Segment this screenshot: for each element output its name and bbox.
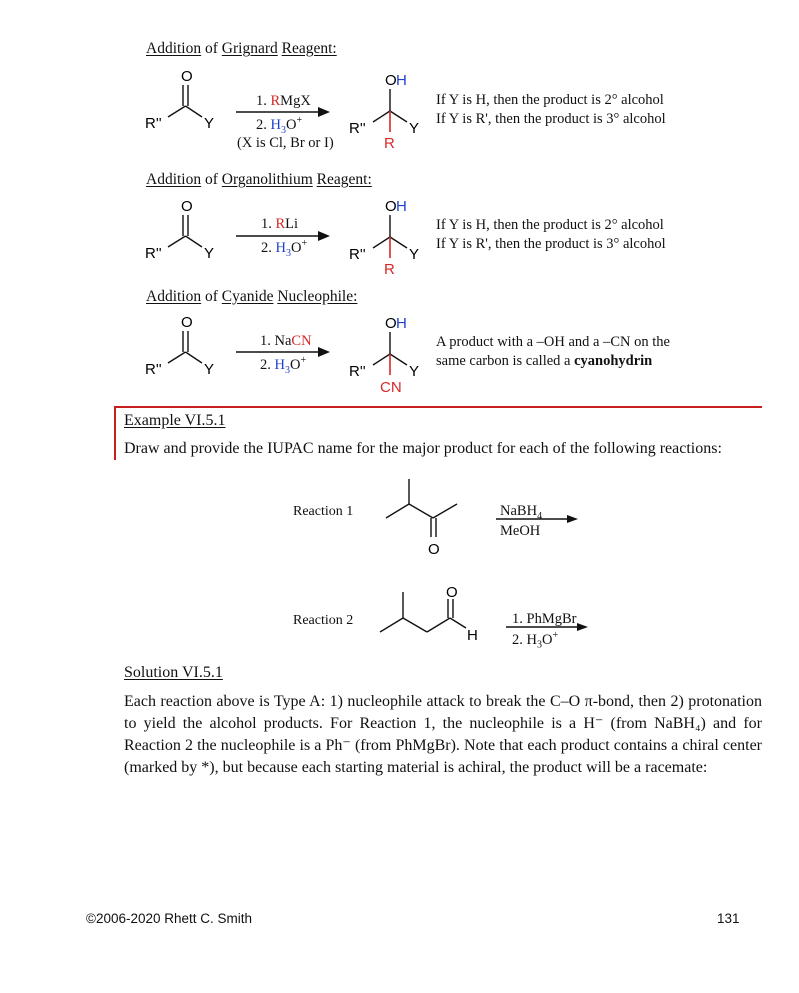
hydronium-sub: 3 <box>285 247 291 259</box>
product-r-label: R <box>384 135 395 152</box>
organolithium-reagent2 <box>261 238 307 259</box>
note-text: same carbon is called a <box>436 353 575 369</box>
hydronium-sub: 3 <box>280 124 286 136</box>
section-title-grignard <box>146 40 337 58</box>
grignard-reagent2 <box>256 115 302 136</box>
hydronium-charge: + <box>301 238 308 249</box>
cyanide-reagent1 <box>260 333 312 350</box>
organolithium-product <box>345 196 440 278</box>
y-label: Y <box>204 245 215 262</box>
title-word: of <box>201 40 222 57</box>
reaction2-aldehyde <box>370 582 490 644</box>
solution-title <box>124 664 223 682</box>
carbonyl-reactant <box>145 68 214 132</box>
oh-oxygen-label: O <box>385 72 397 89</box>
cyanohydrin-product <box>345 313 440 398</box>
reagent-sub: 3 <box>536 639 542 651</box>
title-word: Grignard <box>221 40 278 57</box>
title-word: Reagent: <box>316 171 372 188</box>
reagent-text: MgX <box>280 93 311 109</box>
hydronium <box>270 116 286 136</box>
y-label: Y <box>204 361 215 378</box>
reagent-highlight: R <box>270 93 281 109</box>
y-label: Y <box>204 115 215 132</box>
reagent-text: 1. <box>261 216 276 232</box>
oh-hydrogen-label: H <box>396 198 407 215</box>
carbonyl-oxygen-label: O <box>181 314 193 331</box>
oh-oxygen-label: O <box>385 198 397 215</box>
arrowhead <box>567 515 578 523</box>
example-title <box>124 412 225 430</box>
hydronium-h: H <box>274 356 285 373</box>
example-title-text: Example VI.5.1 <box>124 412 226 429</box>
reaction1-reagent-bottom: MeOH <box>500 523 541 539</box>
arrowhead <box>318 231 330 241</box>
carbonyl-reactant <box>145 314 214 378</box>
hydronium-h: H <box>270 116 281 133</box>
reagent-text: 2. H <box>512 631 537 648</box>
oh-hydrogen-label: H <box>396 315 407 332</box>
reagent-text: 2. <box>260 356 275 373</box>
aldehyde-hydrogen-label: H <box>467 627 478 644</box>
arrowhead <box>577 623 588 631</box>
grignard-notes <box>436 91 666 129</box>
r-double-prime-label: R'' <box>145 245 162 262</box>
reagent-text: 2. <box>256 116 271 133</box>
title-word: Organolithium <box>221 171 313 188</box>
title-word: Cyanide <box>221 288 274 305</box>
r-double-prime-label: R'' <box>349 363 366 380</box>
solution-title-text: Solution VI.5.1 <box>124 664 223 681</box>
grignard-reagent1 <box>256 93 311 110</box>
aldehyde-oxygen-label: O <box>446 584 458 601</box>
arrowhead <box>318 347 330 357</box>
grignard-halide-note: (X is Cl, Br or I) <box>237 135 334 151</box>
r-double-prime-label: R'' <box>349 120 366 137</box>
reagent-text: O <box>541 631 553 648</box>
r-double-prime-label: R'' <box>349 246 366 263</box>
organolithium-reagent1 <box>261 216 298 233</box>
hydronium-o: O <box>289 356 301 373</box>
reagent-highlight: R <box>275 216 286 232</box>
hydronium-o: O <box>285 116 297 133</box>
carbonyl-oxygen-label: O <box>181 68 193 85</box>
title-word: Reagent: <box>281 40 337 57</box>
r-double-prime-label: R'' <box>145 115 162 132</box>
y-label: Y <box>409 120 420 137</box>
reagent-charge: + <box>552 630 559 641</box>
reaction2-reagent-top: 1. PhMgBr <box>512 611 577 627</box>
arrowhead <box>318 107 330 117</box>
ketone-oxygen-label: O <box>428 541 440 558</box>
oh-hydrogen-label: H <box>396 72 407 89</box>
reaction2-reagent-bottom <box>512 630 558 651</box>
title-word: of <box>201 288 222 305</box>
reagent-text: 1. <box>256 93 271 109</box>
y-label: Y <box>409 246 420 263</box>
reagent-text: NaBH <box>500 503 538 519</box>
hydronium-o: O <box>290 239 302 256</box>
reagent-text: 1. Na <box>260 333 292 349</box>
carbonyl-reactant <box>145 198 214 262</box>
hydronium <box>274 356 290 376</box>
title-word: Addition <box>146 171 202 188</box>
reaction1-ketone <box>375 474 470 564</box>
hydronium <box>275 239 291 259</box>
example-prompt: Draw and provide the IUPAC name for the major product for each of the following reactions: <box>124 440 722 457</box>
carbonyl-oxygen-label: O <box>181 198 193 215</box>
title-word: of <box>201 171 222 188</box>
note-line <box>436 352 670 371</box>
note-line: If Y is R', then the product is 3° alcohol <box>436 236 666 252</box>
note-line: If Y is H, then the product is 2° alcohol <box>436 92 664 108</box>
title-word: Addition <box>146 288 202 305</box>
r-double-prime-label: R'' <box>145 361 162 378</box>
hydronium-charge: + <box>300 355 307 366</box>
footer-page-number: 131 <box>717 911 740 926</box>
note-line: A product with a –OH and a –CN on the <box>436 334 670 350</box>
note-line: If Y is R', then the product is 3° alcohol <box>436 111 666 127</box>
grignard-product <box>345 70 440 152</box>
title-word: Nucleophile: <box>277 288 358 305</box>
reagent-sub: 4 <box>537 510 543 522</box>
reaction2-label: Reaction 2 <box>293 613 354 628</box>
hydronium-charge: + <box>296 115 303 126</box>
note-line: If Y is H, then the product is 2° alcohol <box>436 217 664 233</box>
hydronium-h: H <box>275 239 286 256</box>
cyanohydrin-term: cyanohydrin <box>574 353 653 369</box>
cyanide-reagent2 <box>260 355 306 376</box>
reaction1-label: Reaction 1 <box>293 504 354 519</box>
reagent-highlight: CN <box>291 333 312 349</box>
title-word: Addition <box>146 40 202 57</box>
reagent-text: 2. <box>261 239 276 256</box>
reagent-text: Li <box>285 216 299 232</box>
section-title-organolithium <box>146 171 372 189</box>
footer-copyright: ©2006-2020 Rhett C. Smith <box>86 911 253 926</box>
y-label: Y <box>409 363 420 380</box>
cyanide-notes <box>436 333 670 371</box>
organolithium-notes <box>436 216 666 254</box>
product-cn-label: CN <box>380 379 402 396</box>
section-title-cyanide <box>146 288 357 306</box>
solution-paragraph: Each reaction above is Type A: 1) nucleophile attack to break the C–O π-bond, then 2) protonation to yield the alcohol products. For Reaction 1, the nucleophile is a H⁻ (from NaBH₄) and for Reaction 2 the nucleophile is a Ph⁻ (from PhMgBr). Note that each product contains a chiral center (marked by *), but because each starting material is achiral, the product will be a racemate: <box>124 693 762 776</box>
oh-oxygen-label: O <box>385 315 397 332</box>
hydronium-sub: 3 <box>284 364 290 376</box>
product-r-label: R <box>384 261 395 278</box>
